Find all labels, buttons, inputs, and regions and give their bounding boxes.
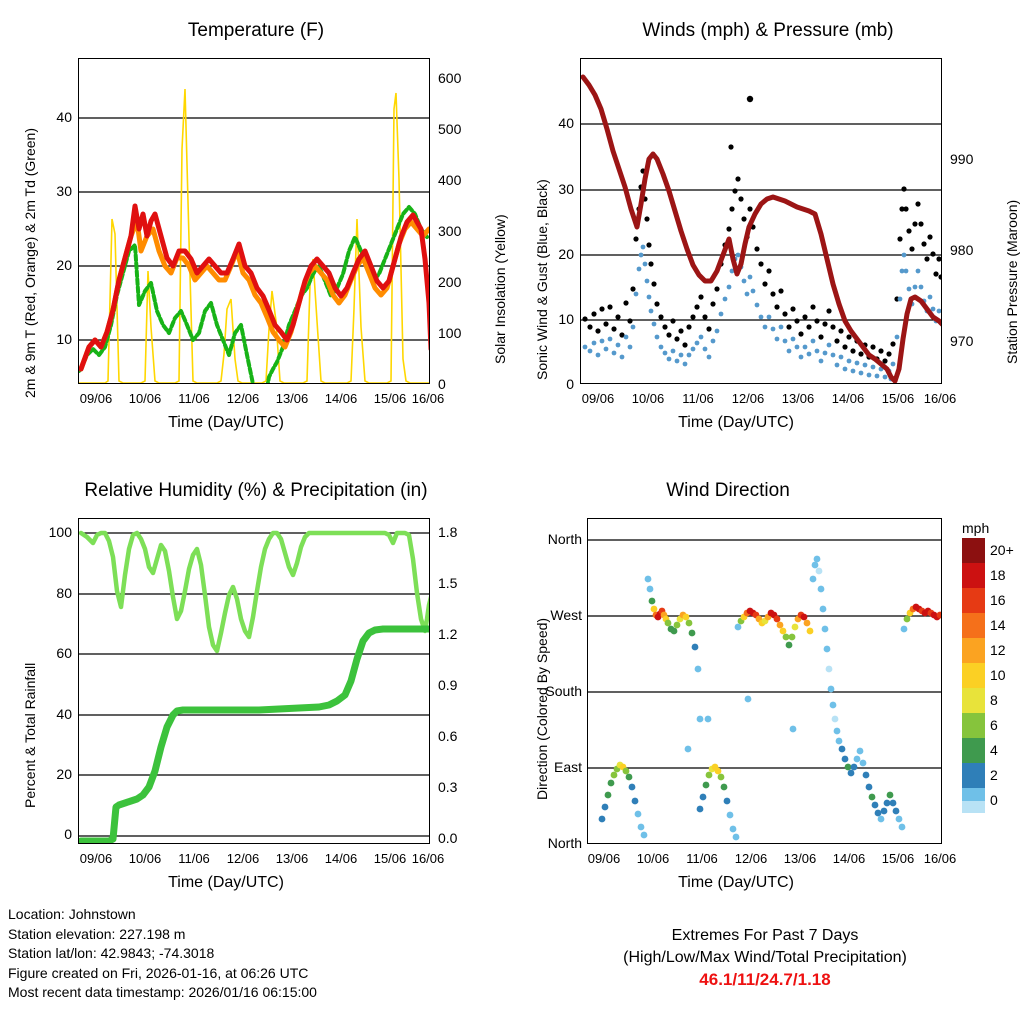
humidity-plot-area xyxy=(78,518,430,844)
humidity-ytick-right-1: 0.3 xyxy=(438,779,458,795)
humidity-ytick-right-6: 1.8 xyxy=(438,524,458,540)
humidity-xtick-0: 09/06 xyxy=(79,851,113,866)
station-pressure-series xyxy=(583,77,942,381)
winds-y-axis-label-right: Station Pressure (Maroon) xyxy=(1004,199,1020,364)
winds-xtick-5: 14/06 xyxy=(831,391,865,406)
temperature-xtick-6: 15/06 xyxy=(373,391,407,406)
footer-metadata xyxy=(8,905,317,1003)
extremes-block xyxy=(520,925,1010,991)
winddir-x-axis-label: Time (Day/UTC) xyxy=(678,874,794,891)
winds-xtick-0: 09/06 xyxy=(581,391,615,406)
footer-location: Location: Johnstown xyxy=(8,906,136,922)
panel-winddirection xyxy=(512,478,1024,908)
humidity-xtick-5: 14/06 xyxy=(324,851,358,866)
winddir-gridlines xyxy=(588,540,942,844)
temperature-ytick-right-2: 200 xyxy=(438,274,462,290)
winds-xtick-6: 15/06 xyxy=(881,391,915,406)
humidity-gridlines xyxy=(79,533,430,836)
footer-timestamp: Most recent data timestamp: 2026/01/16 06:15:00 xyxy=(8,984,317,1000)
humidity-ytick-right-4: 1.2 xyxy=(438,626,458,642)
temperature-x-axis-label: Time (Day/UTC) xyxy=(168,414,284,431)
extremes-subheading: (High/Low/Max Wind/Total Precipitation) xyxy=(623,949,907,966)
winddir-xtick-3: 12/06 xyxy=(734,851,768,866)
temperature-ytick-left-3: 40 xyxy=(56,109,72,125)
legend-label-10: 0 xyxy=(990,792,998,808)
temperature-xtick-4: 13/06 xyxy=(275,391,309,406)
temperature-ytick-right-1: 100 xyxy=(438,325,462,341)
temperature-y-axis-label-right: Solar Insolation (Yellow) xyxy=(492,214,508,364)
t9m-series xyxy=(81,221,429,369)
winddir-plot-svg xyxy=(588,519,942,844)
temperature-plot-area xyxy=(78,58,430,384)
temperature-y-axis-label-left: 2m & 9m T (Red, Orange) & 2m Td (Green) xyxy=(22,128,38,398)
temperature-xtick-0: 09/06 xyxy=(79,391,113,406)
humidity-xtick-6: 15/06 xyxy=(373,851,407,866)
humidity-ytick-right-2: 0.6 xyxy=(438,728,458,744)
temperature-ytick-right-6: 600 xyxy=(438,70,462,86)
legend-label-3: 14 xyxy=(990,617,1006,633)
winds-x-axis-label: Time (Day/UTC) xyxy=(678,414,794,431)
panel-humidity xyxy=(0,478,512,908)
humidity-chart-title: Relative Humidity (%) & Precipitation (in) xyxy=(84,480,428,501)
humidity-ytick-left-1: 20 xyxy=(56,766,72,782)
humidity-xtick-7: 16/06 xyxy=(411,851,445,866)
extremes-heading: Extremes For Past 7 Days xyxy=(671,927,859,944)
legend-label-8: 4 xyxy=(990,742,998,758)
winddir-ytick-4: North xyxy=(547,835,582,851)
humidity-xtick-4: 13/06 xyxy=(275,851,309,866)
humidity-ytick-left-5: 100 xyxy=(48,524,72,540)
winds-plot-area xyxy=(580,58,942,384)
relative-humidity-series xyxy=(81,533,430,651)
winds-ytick-left-2: 20 xyxy=(558,246,574,262)
footer-elevation: Station elevation: 227.198 m xyxy=(8,925,186,942)
winddir-xtick-2: 11/06 xyxy=(686,851,718,866)
winddir-xtick-5: 14/06 xyxy=(832,851,866,866)
winddir-y-axis-label-left: Direction (Colored By Speed) xyxy=(534,617,550,800)
humidity-ytick-left-0: 0 xyxy=(64,826,72,842)
temperature-xtick-3: 12/06 xyxy=(226,391,260,406)
winds-xtick-7: 16/06 xyxy=(923,391,957,406)
legend-label-0: 20+ xyxy=(990,542,1014,558)
winds-y-axis-label-left: Sonic Wind & Gust (Blue, Black) xyxy=(534,179,550,380)
footer-latlon: Station lat/lon: 42.9843; -74.3018 xyxy=(8,945,215,961)
legend-label-4: 12 xyxy=(990,642,1006,658)
winddir-xtick-1: 10/06 xyxy=(636,851,670,866)
gust-scatter-series xyxy=(582,96,942,364)
humidity-ytick-right-5: 1.5 xyxy=(438,575,458,591)
temperature-xtick-2: 11/06 xyxy=(178,391,210,406)
humidity-xtick-3: 12/06 xyxy=(226,851,260,866)
legend-label-5: 10 xyxy=(990,667,1006,683)
panel-winds xyxy=(512,16,1024,456)
winds-xtick-1: 10/06 xyxy=(631,391,665,406)
winds-ytick-left-0: 0 xyxy=(566,376,574,392)
temperature-ytick-left-0: 10 xyxy=(56,331,72,347)
humidity-ytick-right-0: 0.0 xyxy=(438,830,458,846)
winddir-ytick-0: North xyxy=(547,531,582,547)
humidity-xtick-2: 11/06 xyxy=(178,851,210,866)
winddir-xtick-7: 16/06 xyxy=(923,851,957,866)
temperature-ytick-right-3: 300 xyxy=(438,223,462,239)
legend-label-6: 8 xyxy=(990,692,998,708)
total-rainfall-series xyxy=(81,629,430,841)
panel-temperature xyxy=(0,16,512,456)
temperature-ytick-left-1: 20 xyxy=(56,257,72,273)
temperature-ytick-left-2: 30 xyxy=(56,183,72,199)
winddir-xtick-4: 13/06 xyxy=(783,851,817,866)
legend-label-9: 2 xyxy=(990,767,998,783)
winds-xtick-2: 11/06 xyxy=(682,391,714,406)
winddir-xtick-6: 15/06 xyxy=(881,851,915,866)
legend-label-7: 6 xyxy=(990,717,998,733)
winddir-plot-area xyxy=(587,518,942,844)
temperature-ytick-right-0: 0 xyxy=(438,376,446,392)
footer-created: Figure created on Fri, 2026-01-16, at 06:26 UTC xyxy=(8,964,309,981)
winddir-ytick-3: East xyxy=(553,759,582,775)
extremes-values: 46.1/11/24.7/1.18 xyxy=(699,970,831,989)
temperature-xtick-5: 14/06 xyxy=(324,391,358,406)
winddir-ytick-1: West xyxy=(550,607,582,623)
winddir-chart-title: Wind Direction xyxy=(666,480,790,501)
winds-ytick-right-1: 980 xyxy=(950,242,974,258)
temperature-xtick-7: 16/06 xyxy=(411,391,445,406)
winddir-xtick-0: 09/06 xyxy=(587,851,621,866)
legend-title: mph xyxy=(962,520,990,536)
winds-ytick-left-3: 30 xyxy=(558,181,574,197)
legend-colorbar xyxy=(962,538,986,813)
temperature-chart-title: Temperature (F) xyxy=(187,20,325,41)
winds-chart-title: Winds (mph) & Pressure (mb) xyxy=(642,20,894,41)
winddir-scatter-series xyxy=(599,556,942,841)
temperature-plot-svg xyxy=(79,59,430,384)
winddir-ytick-2: South xyxy=(545,683,582,699)
humidity-xtick-1: 10/06 xyxy=(128,851,162,866)
humidity-plot-svg xyxy=(79,519,430,844)
winds-xtick-3: 12/06 xyxy=(731,391,765,406)
winds-gridlines xyxy=(581,124,942,384)
winds-ytick-right-2: 990 xyxy=(950,151,974,167)
temperature-ytick-right-5: 500 xyxy=(438,121,462,137)
legend-label-1: 18 xyxy=(990,567,1006,583)
winds-xtick-4: 13/06 xyxy=(781,391,815,406)
winds-plot-svg xyxy=(581,59,942,384)
winddir-legend xyxy=(962,520,1024,838)
temperature-ytick-right-4: 400 xyxy=(438,172,462,188)
winds-ytick-right-0: 970 xyxy=(950,333,974,349)
winds-ytick-left-1: 10 xyxy=(558,311,574,327)
humidity-y-axis-label-left: Percent & Total Rainfall xyxy=(22,662,38,808)
humidity-x-axis-label: Time (Day/UTC) xyxy=(168,874,284,891)
winds-ytick-left-4: 40 xyxy=(558,115,574,131)
legend-label-2: 16 xyxy=(990,592,1006,608)
humidity-ytick-right-3: 0.9 xyxy=(438,677,458,693)
humidity-ytick-left-2: 40 xyxy=(56,706,72,722)
humidity-ytick-left-3: 60 xyxy=(56,645,72,661)
humidity-ytick-left-4: 80 xyxy=(56,585,72,601)
temperature-xtick-1: 10/06 xyxy=(128,391,162,406)
